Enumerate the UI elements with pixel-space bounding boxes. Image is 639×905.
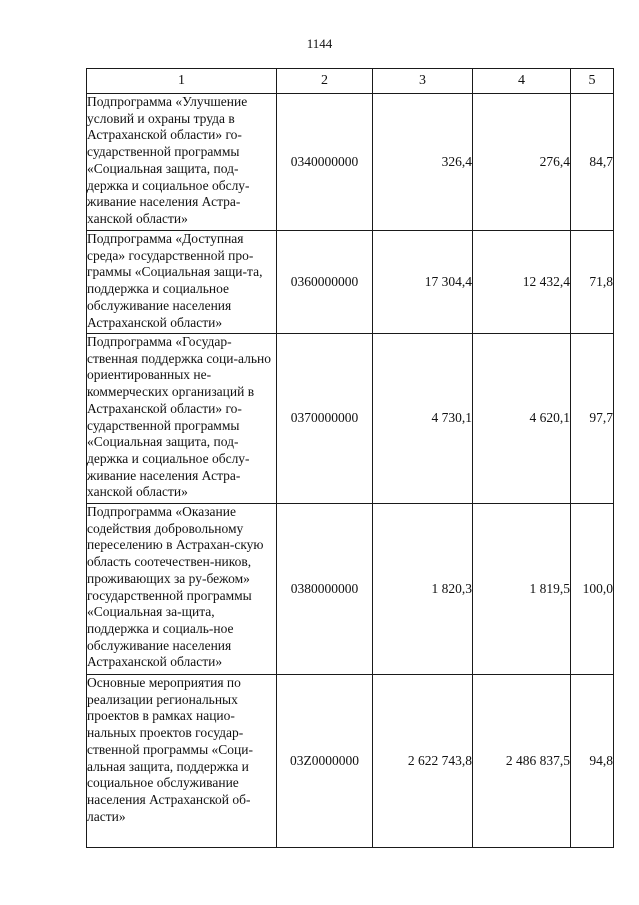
- table-row: [87, 675, 614, 848]
- program-description: Подпрограмма «Государ-ственная поддержка соци-ально ориентированных не-коммерческих организаций в Астраханской области» го-сударственной программы «Социальная защита, под-держка и социальное обслу-живание населения Астра-ханской области»: [87, 334, 277, 504]
- program-code: 0370000000: [277, 334, 373, 504]
- value-column-3: 1 820,3: [373, 504, 473, 675]
- column-header-1: 1: [87, 69, 277, 94]
- budget-table: [86, 68, 614, 848]
- value-column-3: 2 622 743,8: [373, 675, 473, 848]
- table-row: [87, 334, 614, 504]
- value-column-3: 4 730,1: [373, 334, 473, 504]
- value-column-4: 2 486 837,5: [473, 675, 571, 848]
- value-column-5: 71,8: [571, 231, 614, 334]
- program-code: 0380000000: [277, 504, 373, 675]
- program-code: 0340000000: [277, 94, 373, 231]
- program-description: Подпрограмма «Улучшение условий и охраны труда в Астраханской области» го-сударственной программы «Социальная защита, под-держка и социальное обслу-живание населения Астра-ханской области»: [87, 94, 277, 231]
- value-column-3: 326,4: [373, 94, 473, 231]
- header-row: [87, 69, 614, 94]
- page-number: 1144: [306, 36, 333, 51]
- program-code: 0360000000: [277, 231, 373, 334]
- column-header-5: 5: [571, 69, 614, 94]
- value-column-5: 100,0: [571, 504, 614, 675]
- table-row: [87, 94, 614, 231]
- value-column-3: 17 304,4: [373, 231, 473, 334]
- value-column-5: 94,8: [571, 675, 614, 848]
- column-header-4: 4: [473, 69, 571, 94]
- table-row: [87, 504, 614, 675]
- value-column-5: 97,7: [571, 334, 614, 504]
- column-header-2: 2: [277, 69, 373, 94]
- program-description: Подпрограмма «Доступная среда» государственной про-граммы «Социальная защи-та, поддержка и социальное обслуживание населения Астраханской области»: [87, 231, 277, 334]
- value-column-5: 84,7: [571, 94, 614, 231]
- value-column-4: 276,4: [473, 94, 571, 231]
- value-column-4: 4 620,1: [473, 334, 571, 504]
- value-column-4: 12 432,4: [473, 231, 571, 334]
- program-description: Основные мероприятия по реализации региональных проектов в рамках нацио-нальных проектов государ-ственной программы «Соци-альная защита, поддержка и социальное обслуживание населения Астраханской об-ласти»: [87, 675, 277, 848]
- program-code: 03Z0000000: [277, 675, 373, 848]
- program-description: Подпрограмма «Оказание содействия добровольному переселению в Астрахан-скую область соотечествен-ников, проживающих за ру-бежом» государственной программы «Социальная за-щита, поддержка и социаль-ное обслуживание населения Астраханской области»: [87, 504, 277, 675]
- value-column-4: 1 819,5: [473, 504, 571, 675]
- table-row: [87, 231, 614, 334]
- column-header-3: 3: [373, 69, 473, 94]
